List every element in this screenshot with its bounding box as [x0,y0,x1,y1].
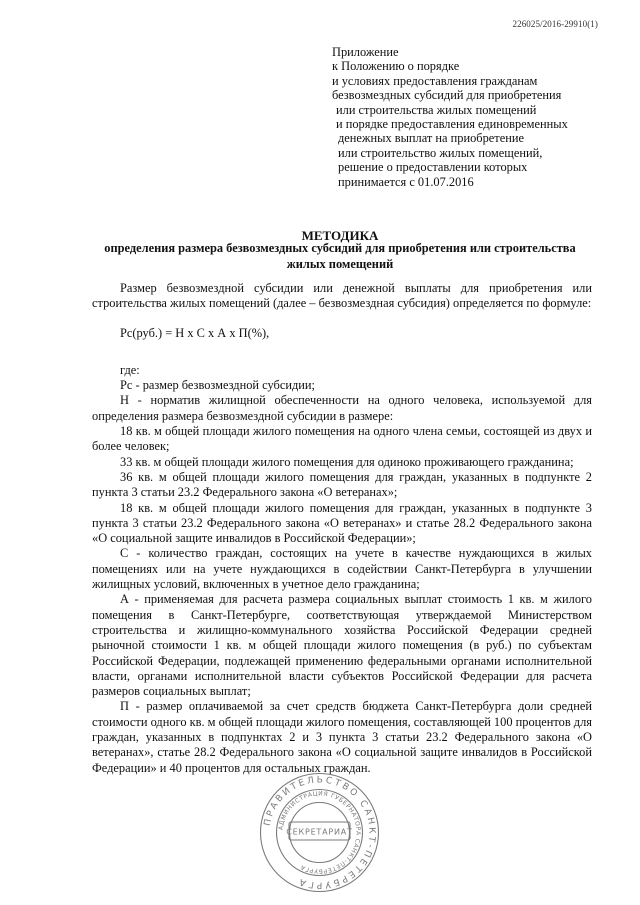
appendix-line: и условиях предоставления гражданам [332,73,538,88]
paragraph-p: П - размер оплачиваемой за счет средств бюджета Санкт-Петербурга доли средней стоимости одного кв. м общей площади жилого помещения, составляющей 100 процентов для граждан, указанных в подпунктах 2 и 3 пункта 3 статьи 23.2 Федерального закона «О ветеранах», статье 28.2 Федерального закона «О социальной защите инвалидов в Российской Федерации» и 40 процентов для остальных граждан. [92,699,592,775]
paragraph-n: Н - норматив жилищной обеспеченности на одного человека, используемой для определения размера безвозмездной субсидии в размере: [92,393,592,423]
appendix-line: денежных выплат на приобретение [338,131,524,146]
paragraph-c: С - количество граждан, состоящих на учете в качестве нуждающихся в жилых помещениях или на учете нуждающихся в содействии Санкт-Петербурга в улучшении жилищных условий, включенных в учетное дело гражданина; [92,546,592,592]
document-subtitle: определения размера безвозмездных субсидий для приобретения или строительства жилых помещений [104,241,576,271]
appendix-line: к Положению о порядке [332,59,460,74]
stamp-center-text: СЕКРЕТАРИАТ [286,827,353,837]
appendix-line: или строительства жилых помещений [336,102,537,117]
paragraph-n2: 33 кв. м общей площади жилого помещения для одиноко проживающего гражданина; [120,454,574,469]
official-stamp [257,770,382,895]
stamp-ring-text: ПРАВИТЕЛЬСТВО САНКТ-ПЕТЕРБУРГА [262,775,377,890]
paragraph-n1: 18 кв. м общей площади жилого помещения на одного члена семьи, состоящей из двух и более человек; [92,424,592,454]
paragraph-rc: Рс - размер безвозмездной субсидии; [120,378,315,393]
paragraph-n3: 36 кв. м общей площади жилого помещения для граждан, указанных в подпункте 2 пункта 3 статьи 23.2 Федерального закона «О ветеранах»; [92,469,592,500]
stamp-seal [257,770,382,895]
paragraph-intro: Размер безвозмездной субсидии или денежной выплаты для приобретения или строительства жилых помещений (далее – безвозмездная субсидия) определяется по формуле: [92,281,592,311]
appendix-header [332,45,602,189]
appendix-line: решение о предоставлении которых [338,160,528,175]
stamp-inner-text: АДМИНИСТРАЦИЯ ГУБЕРНАТОРА САНКТ-ПЕТЕРБУРГА [277,790,362,875]
appendix-line: безвозмездных субсидий для приобретения [332,88,562,103]
appendix-line: или строительство жилых помещений, [338,145,543,160]
appendix-line: принимается с 01.07.2016 [338,174,474,189]
appendix-line: Приложение [332,45,399,59]
paragraph-a: А - применяемая для расчета размера социальных выплат стоимость 1 кв. м жилого помещения в Санкт-Петербурге, соответствующая утверждаемой Министерством строительства и жилищно-коммунального хозяйства Российской Федерации средней рыночной стоимости 1 кв. м общей площади жилого помещения (в руб.) по субъектам Российской Федерации, подлежащей применению федеральными органами исполнительной власти, органами исполнительной власти субъектов Российской Федерации для расчета размеров социальных выплат; [92,592,592,699]
document-title: МЕТОДИКА [301,228,379,243]
document-number: 226025/2016-29910(1) [512,19,598,29]
paragraph-n4: 18 кв. м общей площади жилого помещения для граждан, указанных в подпункте 3 пункта 3 статьи 23.2 Федерального закона «О ветеранах» и статье 28.2 Федерального закона «О социальной защите инвалидов в Российской Федерации»; [92,500,592,546]
paragraph-where: где: [120,362,140,377]
document-body [92,281,592,776]
appendix-line: и порядке предоставления единовременных [336,117,568,132]
formula: Рс(руб.) = Н х С х А х П(%), [120,325,270,340]
